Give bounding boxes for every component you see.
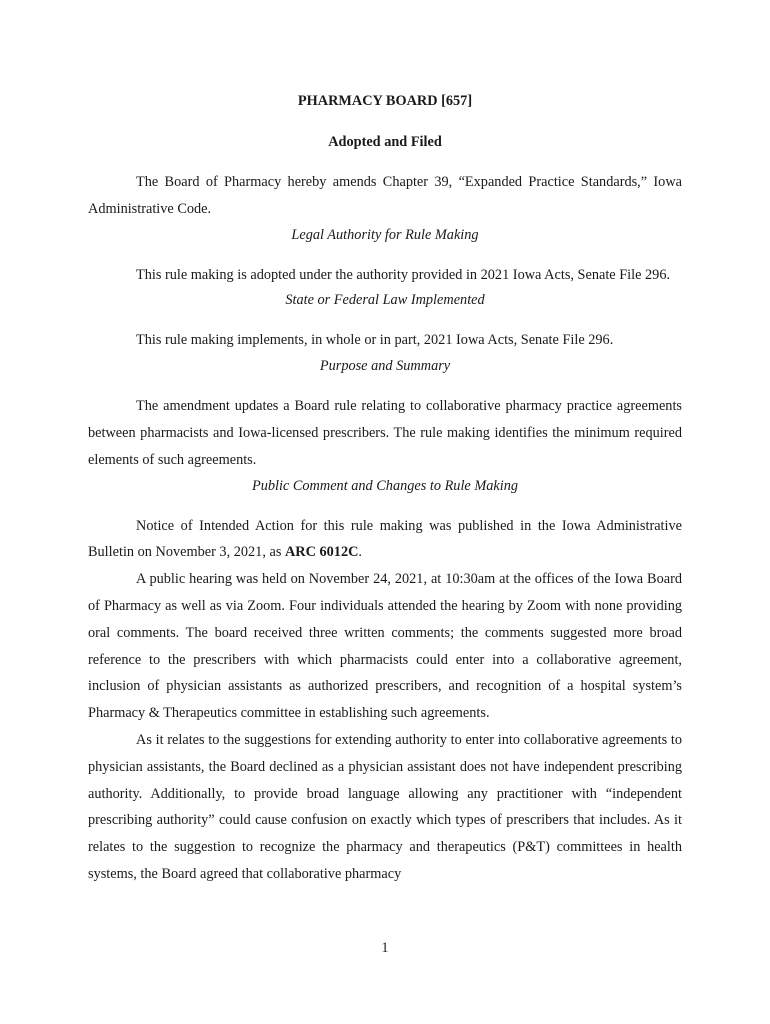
section-heading-public-comment: Public Comment and Changes to Rule Making	[251, 477, 519, 494]
section-heading-purpose: Purpose and Summary	[319, 358, 451, 375]
notice-paragraph	[88, 513, 682, 567]
document-title: PHARMACY BOARD [657]	[297, 93, 473, 109]
purpose-paragraph: The amendment updates a Board rule relating to collaborative pharmacy practice agreements between pharmacists and Iowa-licensed prescribers. The rule making identifies the minimum required elements of such agreements.	[88, 398, 682, 468]
arc-number: ARC 6012C	[284, 544, 359, 561]
hearing-paragraph: A public hearing was held on November 24, 2021, at 10:30am at the offices of the Iowa Board of Pharmacy as well as via Zoom. Four individuals attended the hearing by Zoom with none providing oral comments. The board received three written comments; the comments suggested more broad reference to the prescribers with which pharmacists could enter into a collaborative agreement, inclusion of physician assistants as authorized prescribers, and recognition of a hospital system’s Pharmacy & Therapeutics committee in establishing such agreements.	[88, 571, 682, 722]
law-implemented-paragraph: This rule making implements, in whole or in part, 2021 Iowa Acts, Senate File 296.	[136, 332, 614, 349]
section-heading-law-implemented: State or Federal Law Implemented	[285, 292, 485, 309]
suggestions-paragraph: As it relates to the suggestions for extending authority to enter into collaborative agreements to physician assistants, the Board declined as a physician assistant does not have independent prescribing authority. Additionally, to provide broad language allowing any practitioner with “independent prescribing authority” could cause confusion on exactly which types of prescribers that includes. As it relates to the suggestion to recognize the pharmacy and therapeutics (P&T) committees in health systems, the Board agreed that collaborative pharmacy	[88, 731, 682, 882]
document-subtitle: Adopted and Filed	[328, 134, 442, 150]
document-body	[88, 91, 682, 888]
section-heading-legal-authority: Legal Authority for Rule Making	[291, 226, 479, 243]
notice-period: .	[358, 544, 362, 561]
intro-paragraph: The Board of Pharmacy hereby amends Chapter 39, “Expanded Practice Standards,” Iowa Administrative Code.	[88, 174, 682, 217]
legal-authority-paragraph: This rule making is adopted under the authority provided in 2021 Iowa Acts, Senate File 296.	[136, 266, 671, 283]
notice-text: Notice of Intended Action for this rule making was published in the Iowa Administrative Bulletin on November 3, 2021, as	[88, 517, 682, 561]
page-number: 1	[381, 940, 389, 956]
